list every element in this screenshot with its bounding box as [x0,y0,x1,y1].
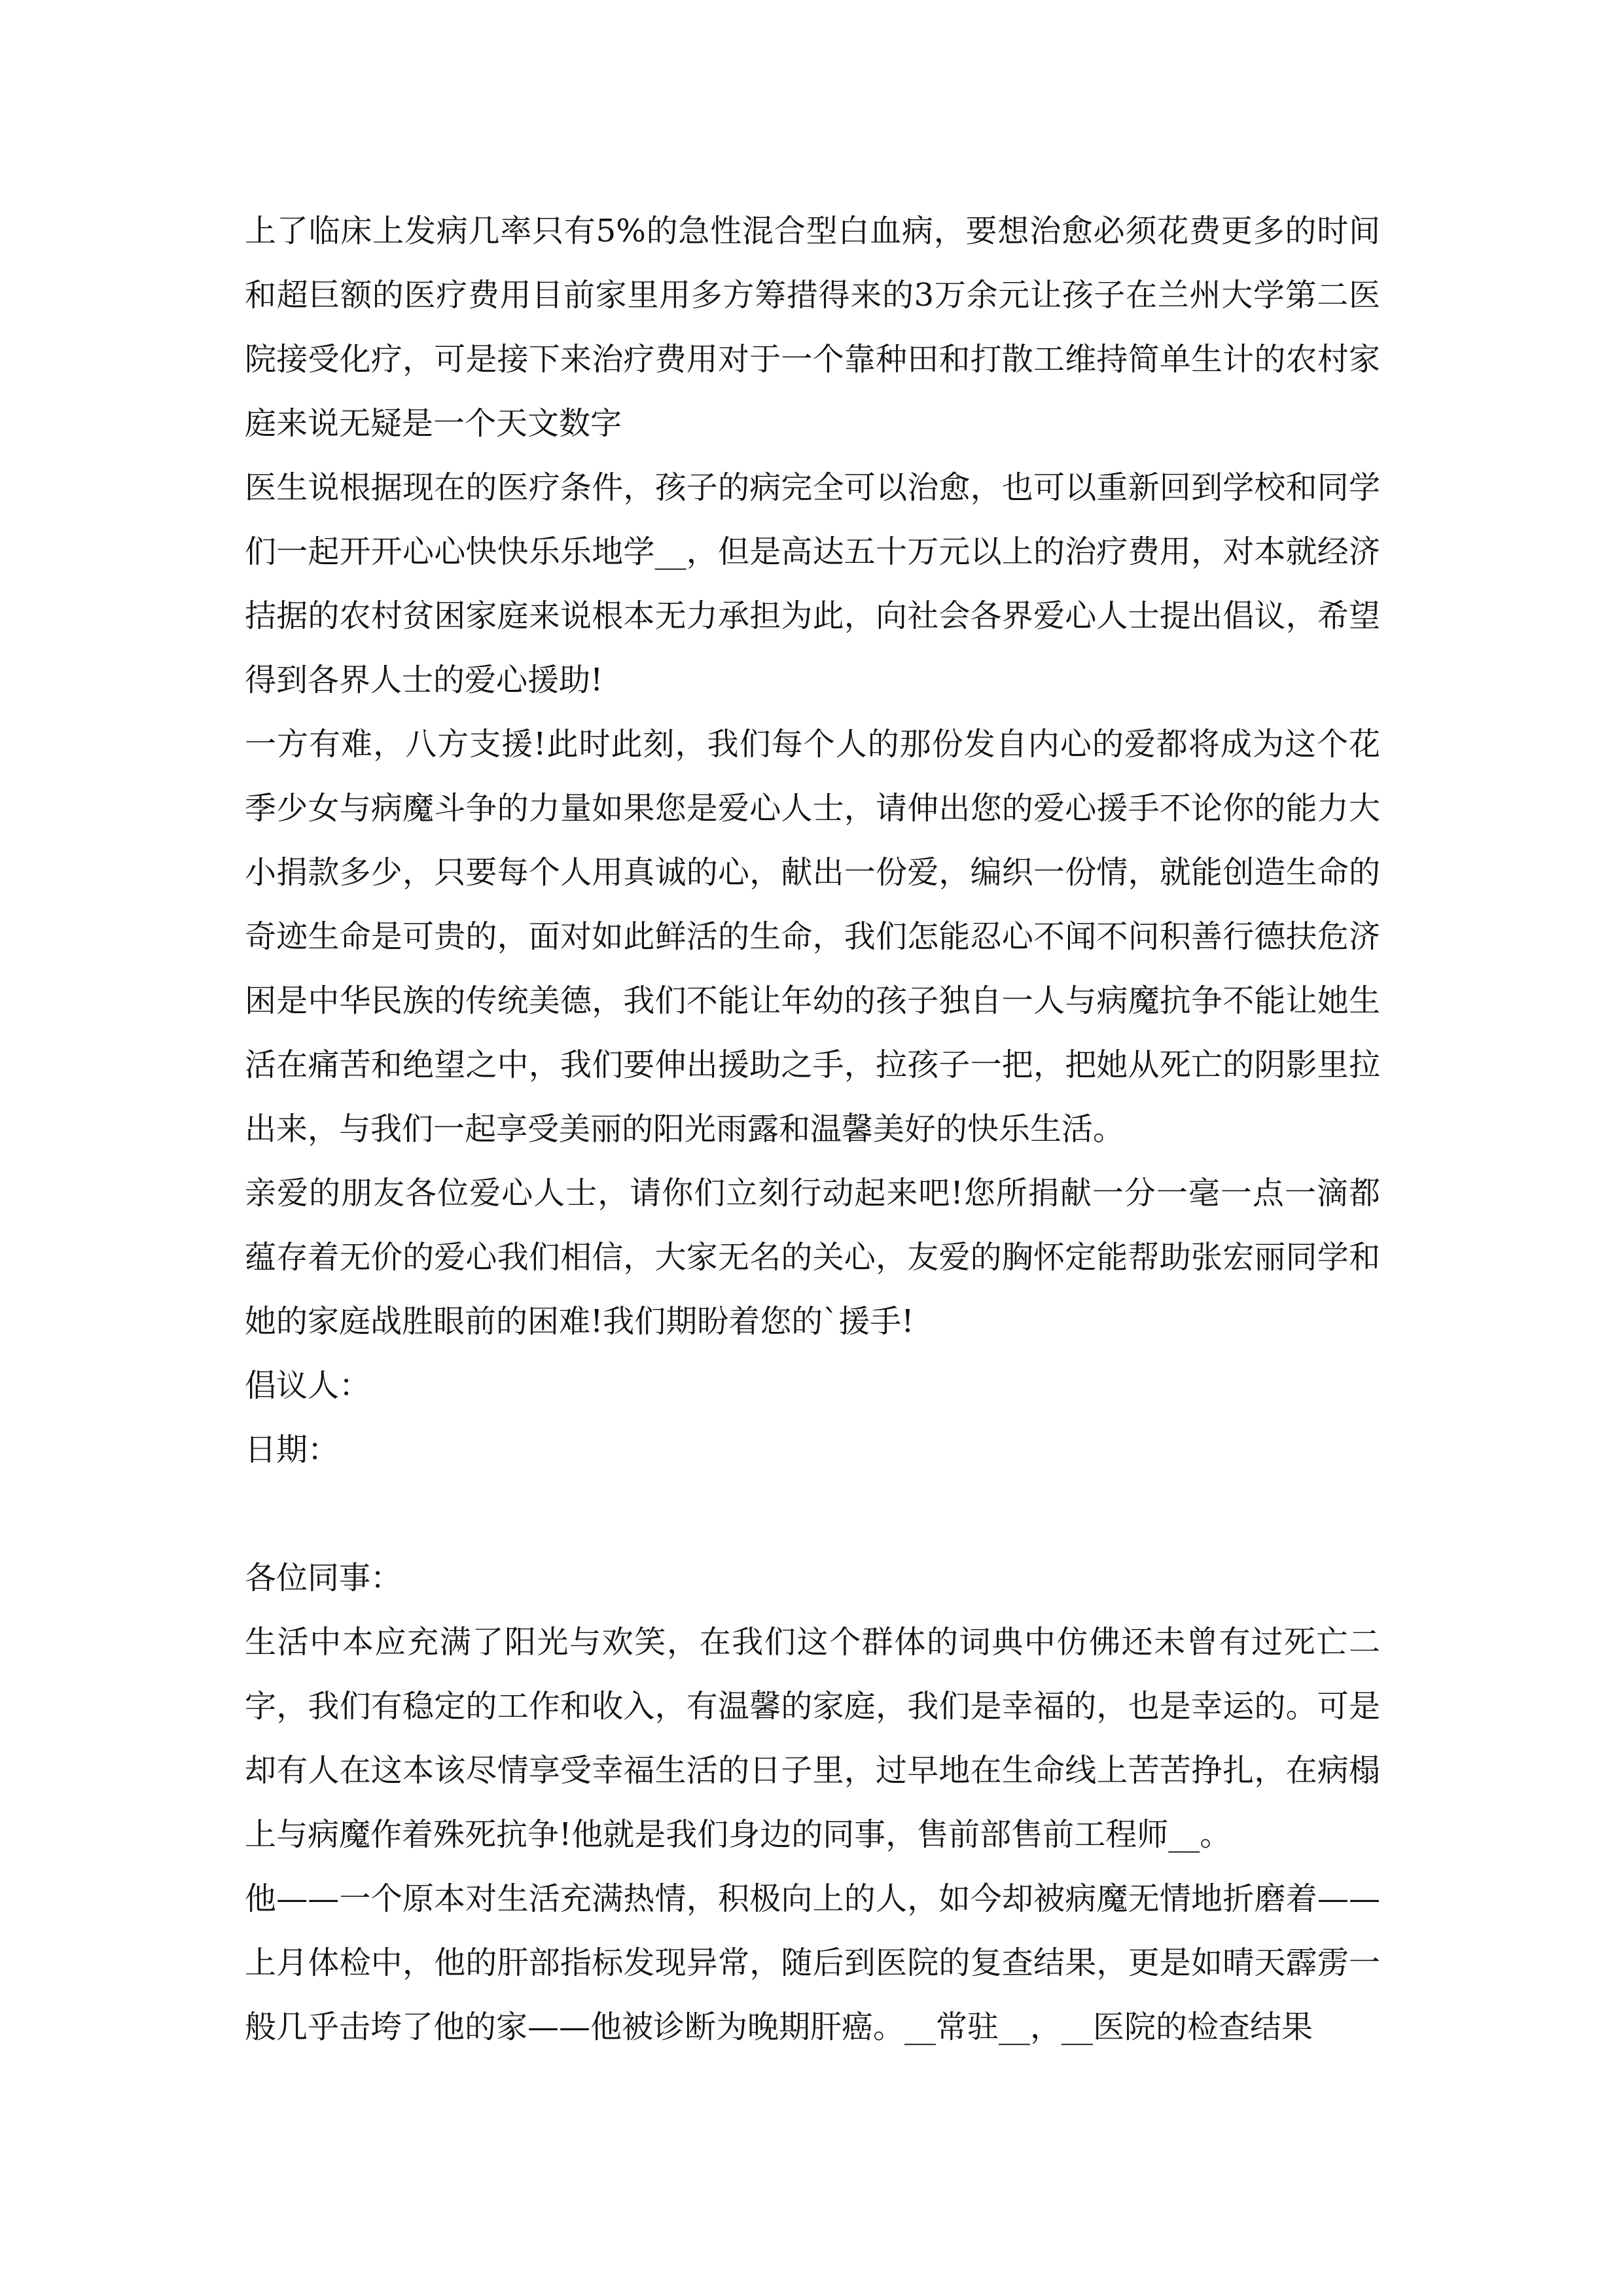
document-body [245,199,1380,2059]
paragraph-colleague-intro: 生活中本应充满了阳光与欢笑，在我们这个群体的词典中仿佛还未曾有过死亡二字，我们有稳定的工作和收入，有温馨的家庭，我们是幸福的，也是幸运的。可是却有人在这本该尽情享受幸福生活的日子里，过早地在生命线上苦苦挣扎，在病榻上与病魔作着殊死抗争!他就是我们身边的同事，售前部售前工程师__。 [245,1624,1380,1853]
initiator-label: 倡议人： [245,1367,371,1404]
paragraph-colleague-diagnosis: 他——一个原本对生活充满热情，积极向上的人，如今却被病魔无情地折磨着——上月体检中，他的肝部指标发现异常，随后到医院的复查结果，更是如晴天霹雳一般几乎击垮了他的家——他被诊断为晚期肝癌。__常驻__，__医院的检查结果 [245,1880,1380,2045]
paragraph-doctor-opinion: 医生说根据现在的医疗条件，孩子的病完全可以治愈，也可以重新回到学校和同学们一起开开心心快快乐乐地学__，但是高达五十万元以上的治疗费用，对本就经济拮据的农村贫困家庭来说根本无力承担为此，向社会各界爱心人士提出倡议，希望得到各界人士的爱心援助! [245,469,1380,698]
paragraph-appeal: 一方有难，八方支援!此时此刻，我们每个人的那份发自内心的爱都将成为这个花季少女与病魔斗争的力量如果您是爱心人士，请伸出您的爱心援手不论你的能力大小捐款多少，只要每个人用真诚的心，献出一份爱，编织一份情，就能创造生命的奇迹生命是可贵的，面对如此鲜活的生命，我们怎能忍心不闻不问积善行德扶危济困是中华民族的传统美德，我们不能让年幼的孩子独自一人与病魔抗争不能让她生活在痛苦和绝望之中，我们要伸出援助之手，拉孩子一把，把她从死亡的阴影里拉出来，与我们一起享受美丽的阳光雨露和温馨美好的快乐生活。 [245,726,1380,1147]
salutation: 各位同事： [245,1560,402,1596]
date-label: 日期： [245,1431,340,1468]
paragraph-diagnosis: 上了临床上发病几率只有5%的急性混合型白血病，要想治愈必须花费更多的时间和超巨额的医疗费用目前家里用多方筹措得来的3万余元让孩子在兰州大学第二医院接受化疗，可是接下来治疗费用对于一个靠种田和打散工维持简单生计的农村家庭来说无疑是一个天文数字 [245,213,1380,442]
paragraph-call-to-action: 亲爱的朋友各位爱心人士，请你们立刻行动起来吧!您所捐献一分一毫一点一滴都蕴存着无价的爱心我们相信，大家无名的关心，友爱的胸怀定能帮助张宏丽同学和她的家庭战胜眼前的困难!我们期盼着您的`援手! [245,1175,1380,1340]
section-divider-space [245,1482,1380,1546]
